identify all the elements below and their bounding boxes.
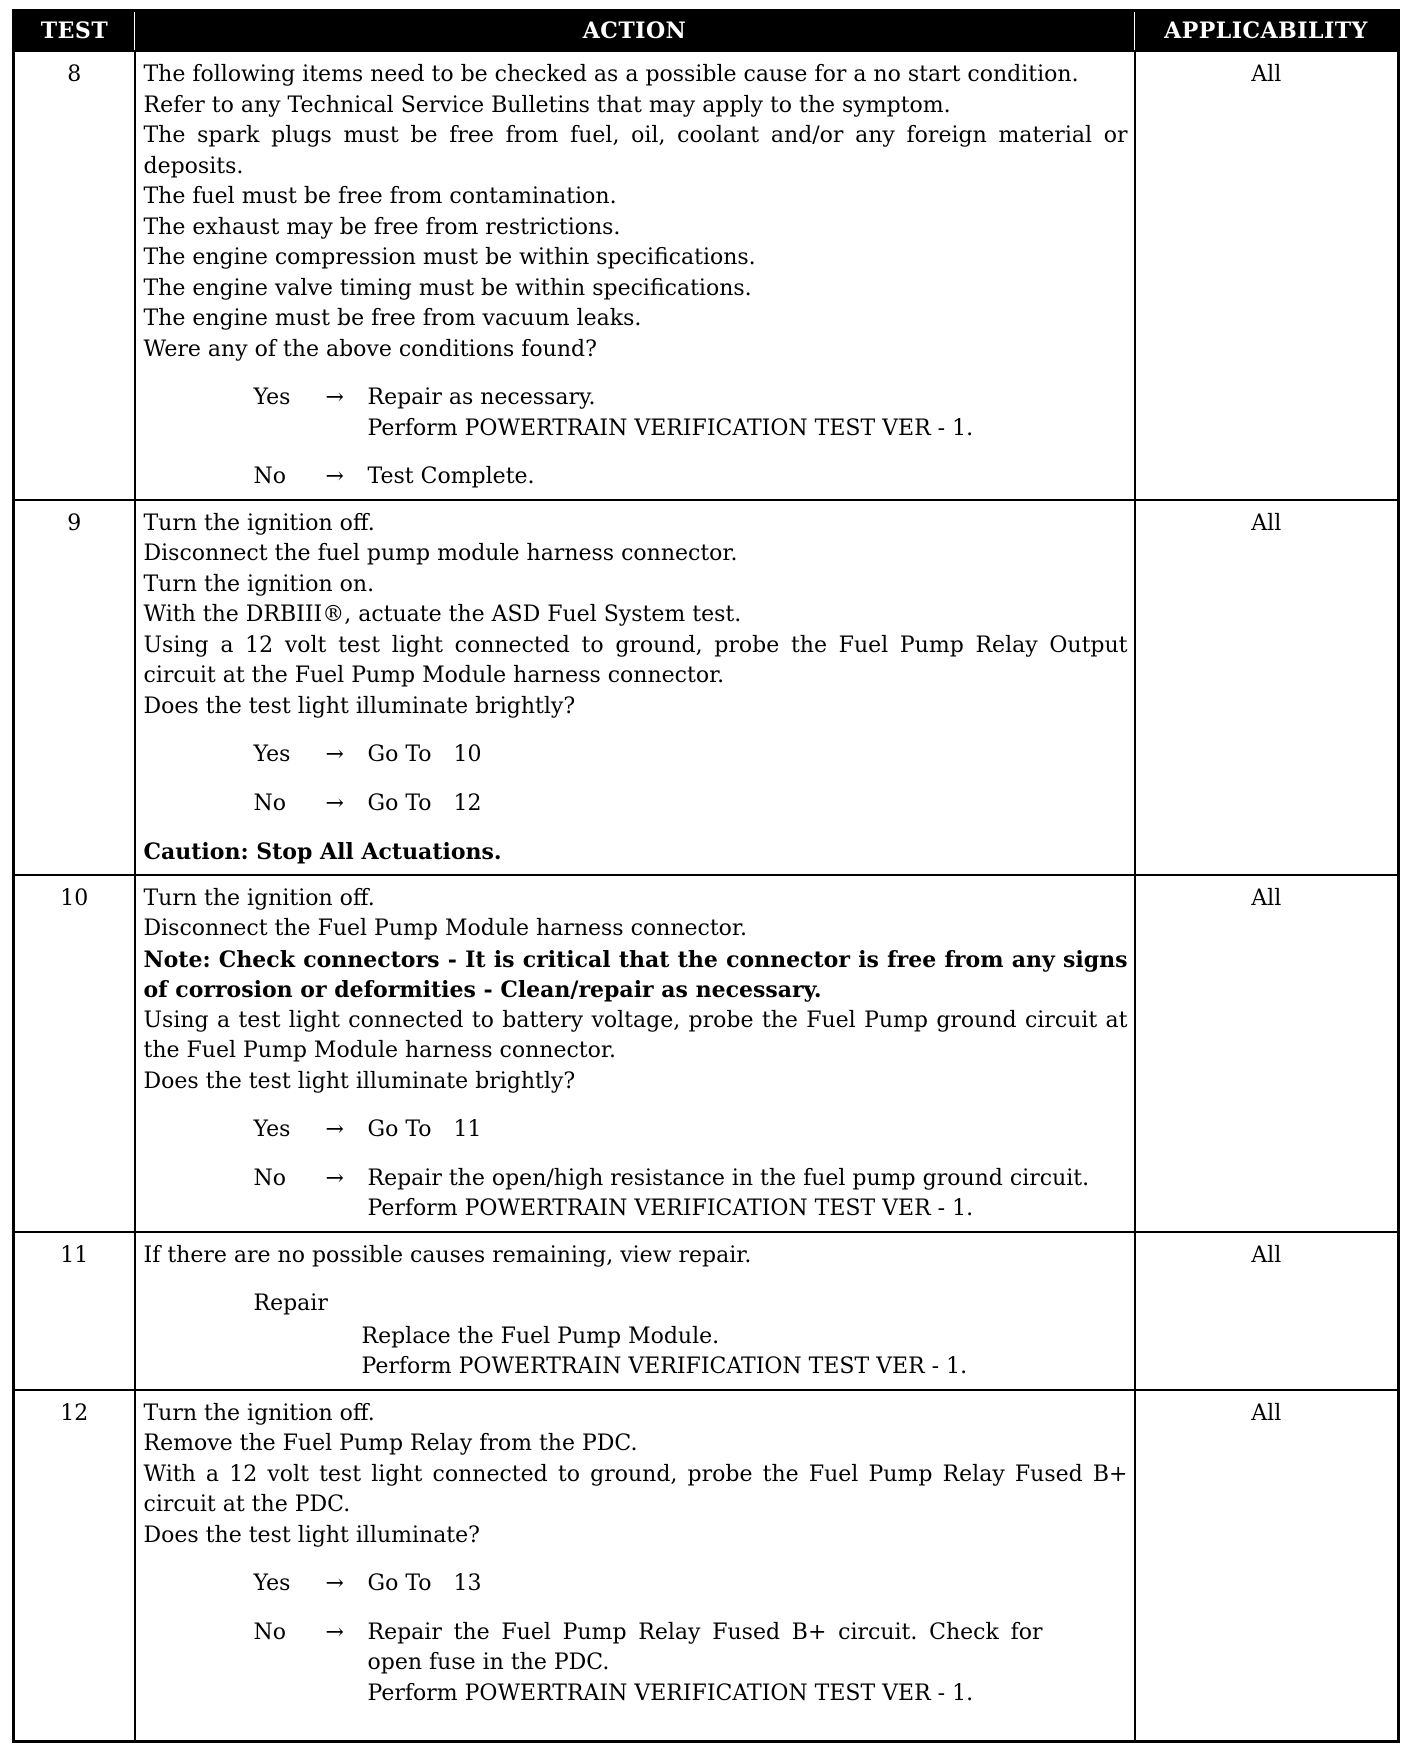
action-line: The engine compression must be within specifications. xyxy=(143,245,756,270)
action-cell xyxy=(135,1232,1135,1390)
test-number: 12 xyxy=(14,1390,135,1742)
header-action: ACTION xyxy=(135,11,1135,52)
goto-label: Go To xyxy=(367,742,432,767)
no-branch xyxy=(144,462,1128,493)
yes-label: Yes xyxy=(253,742,291,767)
goto-test-link[interactable]: 12 xyxy=(453,790,482,816)
yes-branch xyxy=(144,383,1128,444)
action-cell xyxy=(135,500,1135,875)
action-question: Does the test light illuminate? xyxy=(143,1522,480,1548)
note-text: Note: Check connectors - It is critical that the connector is free from any signs of corrosion or deformities - Clean/repair as necessary. xyxy=(143,946,1128,1003)
test-number: 8 xyxy=(14,51,135,500)
yes-branch xyxy=(144,1115,1128,1146)
yes-result xyxy=(368,740,1128,771)
yes-result xyxy=(368,1115,1128,1146)
action-line: Turn the ignition off. xyxy=(143,510,375,536)
goto-label: Go To xyxy=(367,1571,432,1596)
arrow-icon: → xyxy=(325,1165,344,1191)
test-row-11 xyxy=(14,1232,1399,1390)
yes-label: Yes xyxy=(253,1117,291,1142)
applicability-value: All xyxy=(1135,51,1399,500)
action-line: The fuel must be free from contamination. xyxy=(143,184,617,209)
action-cell xyxy=(135,875,1135,1232)
arrow-icon: → xyxy=(325,1117,344,1142)
yes-label: Yes xyxy=(253,1571,291,1596)
action-line: The exhaust may be free from restrictions. xyxy=(143,214,621,240)
action-line: The engine must be free from vacuum leaks. xyxy=(143,306,642,331)
action-cell xyxy=(135,1390,1135,1742)
yes-branch xyxy=(144,1569,1128,1600)
diagnostic-test-table xyxy=(12,9,1400,1743)
test-number: 11 xyxy=(14,1232,135,1390)
no-result xyxy=(368,1618,1043,1710)
no-branch xyxy=(144,1618,1128,1710)
action-line: The engine valve timing must be within specifications. xyxy=(143,275,752,301)
action-line: Remove the Fuel Pump Relay from the PDC. xyxy=(143,1431,638,1456)
no-branch xyxy=(144,789,1128,820)
yes-label: Yes xyxy=(253,385,291,410)
repair-step: Replace the Fuel Pump Module. xyxy=(361,1323,720,1349)
yes-result-line: Repair as necessary. xyxy=(367,385,596,410)
action-question: Does the test light illuminate brightly? xyxy=(143,693,576,719)
goto-label: Go To xyxy=(367,1117,432,1142)
arrow-icon: → xyxy=(325,1571,344,1596)
test-row-10 xyxy=(14,875,1399,1232)
action-line: Using a 12 volt test light connected to ground, probe the Fuel Pump Relay Output circuit at the Fuel Pump Module harness connector. xyxy=(143,632,1128,688)
header-row xyxy=(14,11,1399,52)
action-line: With a 12 volt test light connected to ground, probe the Fuel Pump Relay Fused B+ circuit at the PDC. xyxy=(143,1461,1128,1517)
no-result xyxy=(368,789,1128,820)
yes-branch xyxy=(144,740,1128,771)
no-result-line: Repair the Fuel Pump Relay Fused B+ circuit. Check for open fuse in the PDC. xyxy=(367,1619,1043,1675)
action-line: Refer to any Technical Service Bulletins that may apply to the symptom. xyxy=(143,92,951,118)
arrow-icon: → xyxy=(325,742,344,767)
action-line: Turn the ignition off. xyxy=(143,1400,375,1426)
yes-result-line: Perform POWERTRAIN VERIFICATION TEST VER - 1. xyxy=(367,415,974,441)
goto-test-link[interactable]: 13 xyxy=(453,1571,482,1596)
action-line: With the DRBIII®, actuate the ASD Fuel System test. xyxy=(143,602,742,627)
applicability-value: All xyxy=(1135,1390,1399,1742)
action-line: Turn the ignition on. xyxy=(143,571,375,597)
arrow-icon: → xyxy=(325,1619,344,1645)
goto-test-link[interactable]: 10 xyxy=(453,742,482,767)
no-label: No xyxy=(253,464,286,489)
no-label: No xyxy=(253,1165,286,1191)
test-number: 9 xyxy=(14,500,135,875)
goto-test-link[interactable]: 11 xyxy=(453,1117,482,1142)
action-line: Disconnect the Fuel Pump Module harness connector. xyxy=(143,916,748,941)
action-question: Does the test light illuminate brightly? xyxy=(143,1068,576,1094)
goto-label: Go To xyxy=(367,790,432,816)
applicability-value: All xyxy=(1135,500,1399,875)
no-label: No xyxy=(253,1619,286,1645)
yes-result xyxy=(368,1569,1128,1600)
no-result-line: Perform POWERTRAIN VERIFICATION TEST VER - 1. xyxy=(367,1680,974,1706)
header-applicability: APPLICABILITY xyxy=(1135,11,1399,52)
test-row-8 xyxy=(14,51,1399,500)
caution-note: Caution: Stop All Actuations. xyxy=(143,839,502,865)
repair-step: Perform POWERTRAIN VERIFICATION TEST VER - 1. xyxy=(361,1354,968,1379)
action-question: Were any of the above conditions found? xyxy=(143,336,597,362)
no-result: Test Complete. xyxy=(367,464,535,489)
test-number: 10 xyxy=(14,875,135,1232)
header-test: TEST xyxy=(14,11,135,52)
arrow-icon: → xyxy=(325,385,344,410)
action-line: Turn the ignition off. xyxy=(143,885,375,911)
arrow-icon: → xyxy=(325,464,344,489)
yes-result xyxy=(368,383,1043,444)
action-cell xyxy=(135,51,1135,500)
no-result-line: Repair the open/high resistance in the fuel pump ground circuit. xyxy=(367,1165,1090,1191)
action-line: Disconnect the fuel pump module harness connector. xyxy=(143,541,738,566)
test-row-9 xyxy=(14,500,1399,875)
applicability-value: All xyxy=(1135,1232,1399,1390)
action-line: The spark plugs must be free from fuel, oil, coolant and/or any foreign material or deposits. xyxy=(143,123,1128,179)
applicability-value: All xyxy=(1135,875,1399,1232)
repair-label: Repair xyxy=(253,1291,328,1316)
arrow-icon: → xyxy=(325,790,344,816)
no-branch xyxy=(144,1164,1128,1225)
no-label: No xyxy=(253,790,286,816)
action-line: Using a test light connected to battery voltage, probe the Fuel Pump ground circuit at the Fuel Pump Module harness connector. xyxy=(143,1007,1128,1063)
no-result xyxy=(367,1164,1090,1225)
action-line: The following items need to be checked as a possible cause for a no start condition. xyxy=(143,62,1079,87)
test-row-12 xyxy=(14,1390,1399,1742)
no-result-line: Perform POWERTRAIN VERIFICATION TEST VER - 1. xyxy=(367,1196,974,1221)
action-line: If there are no possible causes remaining, view repair. xyxy=(143,1242,752,1268)
